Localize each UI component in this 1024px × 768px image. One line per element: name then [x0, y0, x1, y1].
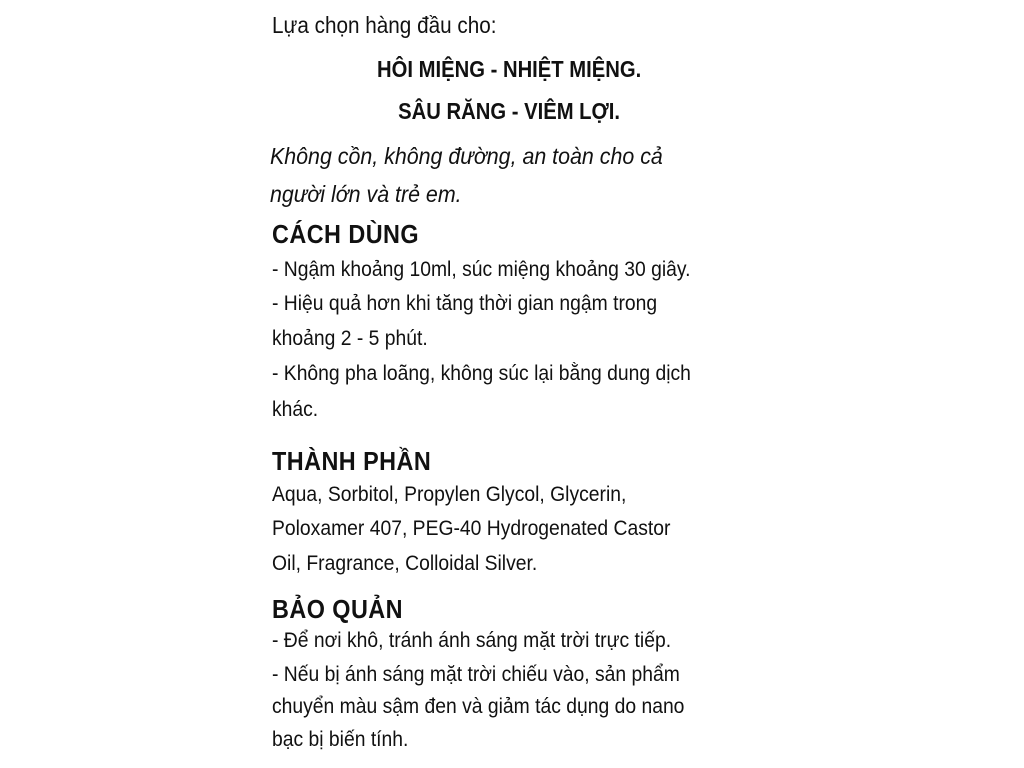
highlight-line-2: SÂU RĂNG - VIÊM LỢI. — [398, 98, 620, 124]
storage-line: chuyển màu sậm đen và giảm tác dụng do nano — [272, 695, 685, 718]
ingredients-line: Oil, Fragrance, Colloidal Silver. — [272, 552, 538, 575]
highlight-line-1: HÔI MIỆNG - NHIỆT MIỆNG. — [376, 56, 642, 82]
product-label — [266, 0, 752, 768]
ingredients-line: Aqua, Sorbitol, Propylen Glycol, Glycerin, — [272, 483, 627, 506]
usage-line: - Hiệu quả hơn khi tăng thời gian ngậm trong — [272, 292, 658, 315]
usage-line: khác. — [272, 398, 319, 421]
storage-heading: BẢO QUẢN — [272, 594, 404, 624]
usage-line: - Ngậm khoảng 10ml, súc miệng khoảng 30 giây. — [272, 258, 691, 281]
ingredients-heading: THÀNH PHẦN — [272, 446, 432, 476]
intro-text: Lựa chọn hàng đầu cho: — [272, 12, 497, 38]
claim-line-2: người lớn và trẻ em. — [270, 181, 462, 207]
storage-line: bạc bị biến tính. — [272, 728, 409, 751]
usage-heading: CÁCH DÙNG — [272, 219, 420, 249]
usage-line: khoảng 2 - 5 phút. — [272, 327, 428, 350]
usage-line: - Không pha loãng, không súc lại bằng dung dịch — [272, 362, 691, 385]
claim-line-1: Không cồn, không đường, an toàn cho cả — [270, 143, 663, 169]
storage-line: - Nếu bị ánh sáng mặt trời chiếu vào, sản phẩm — [272, 663, 680, 686]
storage-line: - Để nơi khô, tránh ánh sáng mặt trời trực tiếp. — [272, 629, 672, 652]
ingredients-line: Poloxamer 407, PEG-40 Hydrogenated Castor — [272, 517, 671, 540]
